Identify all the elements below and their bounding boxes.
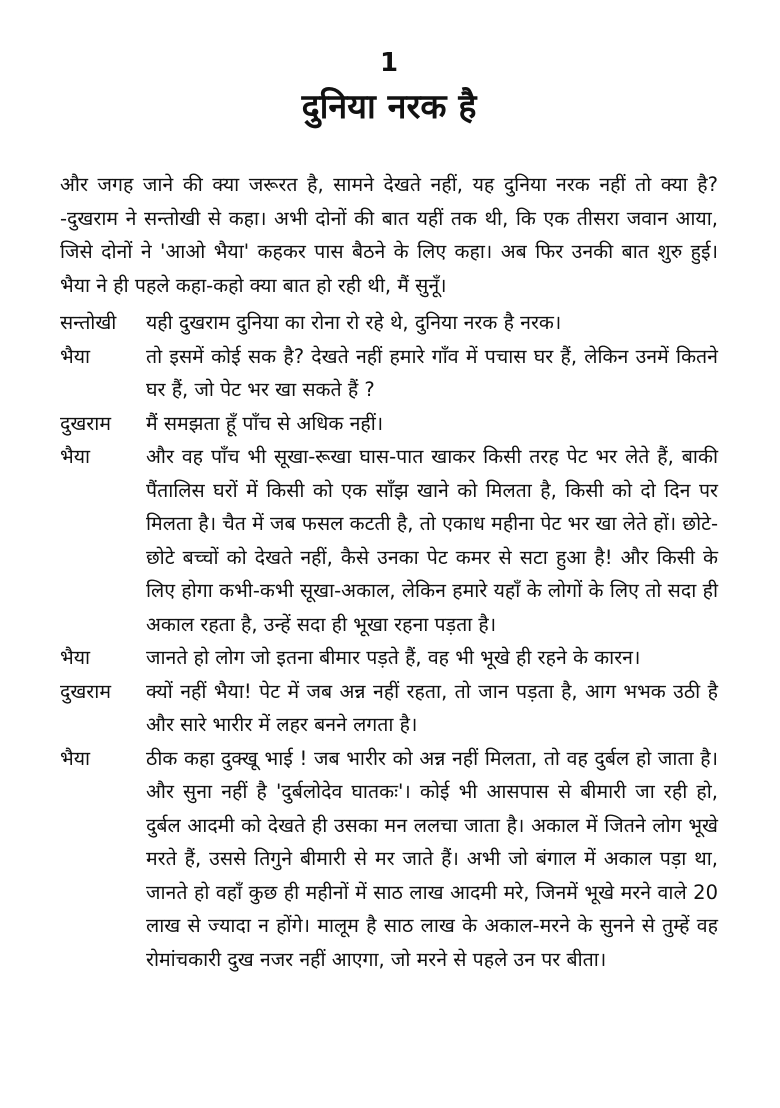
chapter-title: दुनिया नरक है [301,87,477,127]
speaker-name: दुखराम [60,679,111,703]
speech-text: और वह पाँच भी सूखा-रूखा घास-पात खाकर किसी तरह पेट भर लेते हैं, बाकी पैंतालिस घरों में किसी को एक साँझ खाने को मिलता है, किसी को दो दिन पर मिलता है। चैत में जब फसल कटती है, तो एकाध महीना पेट भर खा लेते हों। छोटे-छोटे बच्चों को देखते नहीं, कैसे उनका पेट कमर से सटा हुआ है! और किसी के लिए होगा कभी-कभी सूखा-अकाल, लेकिन हमारे यहाँ के लोगों के लिए तो सदा ही अकाल रहता है, उन्हें सदा ही भूखा रहना पड़ता है। [146,445,718,636]
speaker-name: भैया [60,746,91,770]
speaker-name: भैया [60,646,91,669]
speech-text: क्यों नहीं भैया! पेट में जब अन्न नहीं रहता, तो जान पड़ता है, आग भभक उठी है और सारे भारीर में लहर बनने लगता है। [146,679,718,736]
speaker-name: भैया [60,344,91,368]
dialogue-line [60,407,718,441]
dialogue-line [60,340,718,407]
speaker-name: भैया [60,445,91,468]
dialogue-line [60,742,718,977]
dialogue-line [60,306,718,340]
speech-text: मैं समझता हूँ पाँच से अधिक नहीं। [146,411,384,435]
speech-text: तो इसमें कोई सक है? देखते नहीं हमारे गाँव में पचास घर हैं, लेकिन उनमें कितने घर हैं, जो पेट भर खा सकते हैं ? [146,344,718,401]
speech-text: जानते हो लोग जो इतना बीमार पड़ते हैं, वह भी भूखे ही रहने के कारन। [146,646,641,669]
chapter-number: 1 [379,48,399,78]
speaker-name: सन्तोखी [60,311,117,334]
intro-paragraph: और जगह जाने की क्या जरूरत है, सामने देखते नहीं, यह दुनिया नरक नहीं तो क्या है? -दुखराम ने सन्तोखी से कहा। अभी दोनों की बात यहीं तक थी, कि एक तीसरा जवान आया, जिसे दोनों ने 'आओ भैया' कहकर पास बैठने के लिए कहा। अब फिर उनकी बात शुरु हुई। भैया ने ही पहले कहा-कहो क्या बात हो रही थी, मैं सुनूँ। [60,173,718,297]
speech-text: यही दुखराम दुनिया का रोना रो रहे थे, दुनिया नरक है नरक। [146,311,562,334]
dialogue-line [60,641,718,675]
speaker-name: दुखराम [60,411,111,435]
dialogue-line [60,675,718,742]
dialogue-line [60,440,718,641]
speech-text: ठीक कहा दुक्खू भाई ! जब भारीर को अन्न नहीं मिलता, तो वह दुर्बल हो जाता है। और सुना नहीं है 'दुर्बलोदेव घातकः'। कोई भी आसपास से बीमारी जा रही हो, दुर्बल आदमी को देखते ही उसका मन ललचा जाता है। अकाल में जितने लोग भूखे मरते हैं, उससे तिगुने बीमारी से मर जाते हैं। अभी जो बंगाल में अकाल पड़ा था, जानते हो वहाँ कुछ ही महीनों में साठ लाख आदमी मरे, जिनमें भूखे मरने वाले 20 लाख से ज्यादा न होंगे। मालूम है साठ लाख के अकाल-मरने के सुनने से तुम्हें वह रोमांचकारी दुख नजर नहीं आएगा, जो मरने से पहले उन पर बीता। [146,746,718,971]
dialogue [60,306,718,976]
